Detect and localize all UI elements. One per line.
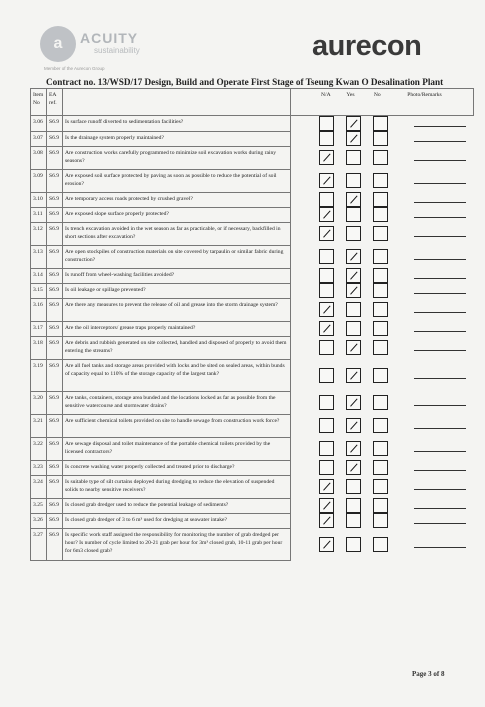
check-cell — [291, 245, 474, 268]
acuity-member-text: Member of the Aurecon Group — [44, 66, 105, 71]
remarks-line[interactable] — [414, 160, 466, 161]
ea-ref: S6.9 — [47, 146, 63, 169]
check-cell — [291, 131, 474, 146]
check-cell — [291, 336, 474, 359]
checkbox-group — [291, 460, 474, 475]
na-checkbox[interactable] — [319, 395, 334, 410]
yes-checkbox[interactable] — [346, 131, 361, 146]
checkbox-group — [291, 302, 474, 317]
yes-checkbox[interactable] — [346, 116, 361, 131]
item-no: 3.09 — [31, 169, 47, 192]
checkbox-group — [291, 368, 474, 383]
ea-ref: S6.9 — [47, 513, 63, 528]
na-checkbox[interactable] — [319, 340, 334, 355]
check-cell — [291, 460, 474, 475]
na-checkbox[interactable] — [319, 173, 334, 188]
item-no: 3.21 — [31, 414, 47, 437]
check-cell — [291, 283, 474, 298]
checkbox-group — [291, 150, 474, 165]
yes-checkbox[interactable] — [346, 207, 361, 222]
checkbox-group — [291, 207, 474, 222]
ea-ref: S6.9 — [47, 475, 63, 498]
na-checkbox[interactable] — [319, 460, 334, 475]
yes-checkbox[interactable] — [346, 460, 361, 475]
yes-checkbox[interactable] — [346, 226, 361, 241]
checkbox-group — [291, 498, 474, 513]
checkbox-group — [291, 131, 474, 146]
table-row — [31, 207, 474, 222]
ea-ref: S6.9 — [47, 207, 63, 222]
check-cell — [291, 359, 474, 391]
no-checkbox[interactable] — [373, 340, 388, 355]
yes-checkbox[interactable] — [346, 441, 361, 456]
no-checkbox[interactable] — [373, 302, 388, 317]
header-ea-ref: EA ref. — [47, 89, 63, 116]
remarks-line[interactable] — [414, 141, 466, 142]
table-row — [31, 222, 474, 245]
checkbox-group — [291, 479, 474, 494]
remarks-line[interactable] — [414, 331, 466, 332]
question-text: Is oil leakage or spillage prevented? — [63, 283, 291, 298]
table-row — [31, 336, 474, 359]
check-cell — [291, 146, 474, 169]
question-text: Are open stockpiles of construction materials on site covered by tarpaulin or similar fabric during construction? — [63, 245, 291, 268]
header-no: No — [373, 92, 381, 98]
remarks-line[interactable] — [414, 183, 466, 184]
item-no: 3.27 — [31, 528, 47, 560]
check-cell — [291, 498, 474, 513]
header-question — [63, 89, 291, 116]
item-no: 3.13 — [31, 245, 47, 268]
question-text: Are the oil interceptors/ grease traps properly maintained? — [63, 321, 291, 336]
na-checkbox[interactable] — [319, 207, 334, 222]
remarks-line[interactable] — [414, 451, 466, 452]
table-row — [31, 283, 474, 298]
question-text: Are debris and rubbish generated on site collected, handled and disposed of properly to avoid them entering the streams? — [63, 336, 291, 359]
item-no: 3.15 — [31, 283, 47, 298]
checkbox-group — [291, 441, 474, 456]
ea-ref: S6.9 — [47, 414, 63, 437]
ea-ref: S6.9 — [47, 222, 63, 245]
question-text: Are sufficient chemical toilets provided on site to handle sewage from construction work force? — [63, 414, 291, 437]
yes-checkbox[interactable] — [346, 479, 361, 494]
table-row — [31, 498, 474, 513]
checkbox-group — [291, 249, 474, 264]
ea-ref: S6.9 — [47, 359, 63, 391]
check-cell — [291, 222, 474, 245]
item-no: 3.20 — [31, 391, 47, 414]
yes-checkbox[interactable] — [346, 513, 361, 528]
yes-checkbox[interactable] — [346, 537, 361, 552]
item-no: 3.06 — [31, 116, 47, 132]
remarks-line[interactable] — [414, 236, 466, 237]
checkbox-group — [291, 537, 474, 552]
na-checkbox[interactable] — [319, 321, 334, 336]
question-text: Are tanks, containers, storage area bunded and the locations locked as far as possible from the sensitive watercourse and stormwater drains? — [63, 391, 291, 414]
question-text: Is concrete washing water properly collected and treated prior to discharge? — [63, 460, 291, 475]
yes-checkbox[interactable] — [346, 302, 361, 317]
na-checkbox[interactable] — [319, 537, 334, 552]
question-text: Is trench excavation avoided in the wet season as far as practicable, or if necessary, backfilled in short sections after excavation? — [63, 222, 291, 245]
item-no: 3.25 — [31, 498, 47, 513]
ea-ref: S6.9 — [47, 498, 63, 513]
item-no: 3.24 — [31, 475, 47, 498]
ea-ref: S6.9 — [47, 460, 63, 475]
no-checkbox[interactable] — [373, 226, 388, 241]
item-no: 3.14 — [31, 268, 47, 283]
checkbox-group — [291, 173, 474, 188]
table-row — [31, 359, 474, 391]
question-text: Are temporary access roads protected by crushed gravel? — [63, 192, 291, 207]
na-checkbox[interactable] — [319, 226, 334, 241]
na-checkbox[interactable] — [319, 192, 334, 207]
table-row — [31, 414, 474, 437]
ea-ref: S6.9 — [47, 528, 63, 560]
table-row — [31, 169, 474, 192]
yes-checkbox[interactable] — [346, 283, 361, 298]
remarks-line[interactable] — [414, 278, 466, 279]
table-row — [31, 192, 474, 207]
no-checkbox[interactable] — [373, 283, 388, 298]
table-row — [31, 298, 474, 321]
ea-ref: S6.9 — [47, 131, 63, 146]
na-checkbox[interactable] — [319, 479, 334, 494]
question-text: Is closed grab dredger of 3 to 6 m³ used for dredging at seawater intake? — [63, 513, 291, 528]
na-checkbox[interactable] — [319, 368, 334, 383]
header-na: N/A — [321, 92, 331, 98]
item-no: 3.23 — [31, 460, 47, 475]
checkbox-group — [291, 226, 474, 241]
yes-checkbox[interactable] — [346, 368, 361, 383]
question-text: Is suitable type of silt curtains deployed during dredging to reduce the elevation of suspended solids to nearby sensitive receivers? — [63, 475, 291, 498]
remarks-line[interactable] — [414, 378, 466, 379]
remarks-line[interactable] — [414, 508, 466, 509]
item-no: 3.19 — [31, 359, 47, 391]
table-row — [31, 268, 474, 283]
na-checkbox[interactable] — [319, 116, 334, 131]
check-cell — [291, 513, 474, 528]
yes-checkbox[interactable] — [346, 249, 361, 264]
checkbox-group — [291, 340, 474, 355]
no-checkbox[interactable] — [373, 249, 388, 264]
checkbox-group — [291, 418, 474, 433]
question-text: Are exposed slope surface properly protected? — [63, 207, 291, 222]
table-row — [31, 460, 474, 475]
na-checkbox[interactable] — [319, 150, 334, 165]
remarks-line[interactable] — [414, 523, 466, 524]
check-cell — [291, 268, 474, 283]
remarks-line[interactable] — [414, 470, 466, 471]
item-no: 3.22 — [31, 437, 47, 460]
item-no: 3.11 — [31, 207, 47, 222]
ea-ref: S6.9 — [47, 116, 63, 132]
yes-checkbox[interactable] — [346, 173, 361, 188]
table-row — [31, 437, 474, 460]
no-checkbox[interactable] — [373, 460, 388, 475]
ea-ref: S6.9 — [47, 391, 63, 414]
header-yes: Yes — [346, 92, 355, 98]
table-row — [31, 513, 474, 528]
checkbox-group — [291, 321, 474, 336]
yes-checkbox[interactable] — [346, 498, 361, 513]
checkbox-group — [291, 192, 474, 207]
page-number: Page 3 of 8 — [412, 670, 445, 678]
na-checkbox[interactable] — [319, 283, 334, 298]
no-checkbox[interactable] — [373, 192, 388, 207]
header-item-no: Item No — [31, 89, 47, 116]
remarks-line[interactable] — [414, 202, 466, 203]
ea-ref: S6.9 — [47, 321, 63, 336]
no-checkbox[interactable] — [373, 418, 388, 433]
no-checkbox[interactable] — [373, 116, 388, 131]
no-checkbox[interactable] — [373, 479, 388, 494]
checkbox-group — [291, 395, 474, 410]
question-text: Is the drainage system properly maintained? — [63, 131, 291, 146]
item-no: 3.16 — [31, 298, 47, 321]
check-cell — [291, 475, 474, 498]
no-checkbox[interactable] — [373, 513, 388, 528]
no-checkbox[interactable] — [373, 498, 388, 513]
no-checkbox[interactable] — [373, 131, 388, 146]
yes-checkbox[interactable] — [346, 268, 361, 283]
no-checkbox[interactable] — [373, 537, 388, 552]
check-cell — [291, 391, 474, 414]
table-row — [31, 131, 474, 146]
no-checkbox[interactable] — [373, 395, 388, 410]
item-no: 3.07 — [31, 131, 47, 146]
no-checkbox[interactable] — [373, 150, 388, 165]
check-cell — [291, 298, 474, 321]
checkbox-group — [291, 513, 474, 528]
ea-ref: S6.9 — [47, 192, 63, 207]
ea-ref: S6.9 — [47, 298, 63, 321]
remarks-line[interactable] — [414, 405, 466, 406]
na-checkbox[interactable] — [319, 513, 334, 528]
check-cell — [291, 207, 474, 222]
acuity-logo-name: ACUITY — [80, 30, 139, 46]
remarks-line[interactable] — [414, 312, 466, 313]
remarks-line[interactable] — [414, 350, 466, 351]
ea-ref: S6.9 — [47, 169, 63, 192]
table-row — [31, 245, 474, 268]
question-text: Are exposed soil surface protected by paving as soon as possible to reduce the potential of soil erosion? — [63, 169, 291, 192]
yes-checkbox[interactable] — [346, 340, 361, 355]
ea-ref: S6.9 — [47, 283, 63, 298]
check-cell — [291, 116, 474, 132]
remarks-line[interactable] — [414, 217, 466, 218]
question-text: Is specific work staff assigned the responsibility for monitoring the number of grab dredged per hour? Is number of cycle limited to 20-21 grab per hour for 3m³ closed grab, 10-11 grab per hour for 6m3 closed grab? — [63, 528, 291, 560]
na-checkbox[interactable] — [319, 498, 334, 513]
contract-title: Contract no. 13/WSD/17 Design, Build and Operate First Stage of Tseung Kwan O Desalination Plant — [46, 77, 444, 87]
acuity-logo-sub: sustainability — [94, 46, 140, 55]
check-cell — [291, 169, 474, 192]
remarks-line[interactable] — [414, 259, 466, 260]
no-checkbox[interactable] — [373, 368, 388, 383]
check-cell — [291, 321, 474, 336]
na-checkbox[interactable] — [319, 268, 334, 283]
question-text: Is surface runoff diverted to sedimentation facilities? — [63, 116, 291, 132]
ea-ref: S6.9 — [47, 336, 63, 359]
question-text: Are construction works carefully programmed to minimize soil excavation works during rainy seasons? — [63, 146, 291, 169]
remarks-line[interactable] — [414, 428, 466, 429]
yes-checkbox[interactable] — [346, 192, 361, 207]
no-checkbox[interactable] — [373, 173, 388, 188]
yes-checkbox[interactable] — [346, 395, 361, 410]
na-checkbox[interactable] — [319, 302, 334, 317]
question-text: Are there any measures to prevent the release of oil and grease into the storm drainage system? — [63, 298, 291, 321]
header-checks — [291, 89, 474, 116]
question-text: Is runoff from wheel-washing facilities avoided? — [63, 268, 291, 283]
aurecon-logo: aurecon — [312, 30, 422, 62]
remarks-line[interactable] — [414, 547, 466, 548]
no-checkbox[interactable] — [373, 207, 388, 222]
ea-ref: S6.9 — [47, 437, 63, 460]
na-checkbox[interactable] — [319, 441, 334, 456]
check-cell — [291, 437, 474, 460]
question-text: Is closed grab dredger used to reduce the potential leakage of sediments? — [63, 498, 291, 513]
table-row — [31, 321, 474, 336]
table-row — [31, 475, 474, 498]
check-cell — [291, 414, 474, 437]
remarks-line[interactable] — [414, 293, 466, 294]
table-row — [31, 391, 474, 414]
item-no: 3.12 — [31, 222, 47, 245]
item-no: 3.08 — [31, 146, 47, 169]
na-checkbox[interactable] — [319, 249, 334, 264]
check-cell — [291, 192, 474, 207]
check-cell — [291, 528, 474, 560]
item-no: 3.10 — [31, 192, 47, 207]
checkbox-group — [291, 268, 474, 283]
remarks-line[interactable] — [414, 489, 466, 490]
item-no: 3.26 — [31, 513, 47, 528]
na-checkbox[interactable] — [319, 131, 334, 146]
checklist-table — [30, 88, 474, 561]
item-no: 3.18 — [31, 336, 47, 359]
no-checkbox[interactable] — [373, 321, 388, 336]
table-row — [31, 146, 474, 169]
acuity-logo-mark: a — [40, 26, 76, 62]
acuity-logo — [40, 26, 160, 74]
remarks-line[interactable] — [414, 126, 466, 127]
ea-ref: S6.9 — [47, 268, 63, 283]
yes-checkbox[interactable] — [346, 150, 361, 165]
no-checkbox[interactable] — [373, 441, 388, 456]
na-checkbox[interactable] — [319, 418, 334, 433]
table-header-row — [31, 89, 474, 116]
checkbox-group — [291, 116, 474, 131]
table-row — [31, 116, 474, 132]
no-checkbox[interactable] — [373, 268, 388, 283]
ea-ref: S6.9 — [47, 245, 63, 268]
header-photo-remarks: Photo/Remarks — [407, 92, 442, 98]
checkbox-group — [291, 283, 474, 298]
question-text: Are all fuel tanks and storage areas provided with locks and be sited on sealed areas, within bunds of capacity equal to 110% of the storage capacity of the largest tank? — [63, 359, 291, 391]
question-text: Are sewage disposal and toilet maintenance of the portable chemical toilets provided by the licensed contractors? — [63, 437, 291, 460]
item-no: 3.17 — [31, 321, 47, 336]
table-row — [31, 528, 474, 560]
yes-checkbox[interactable] — [346, 418, 361, 433]
yes-checkbox[interactable] — [346, 321, 361, 336]
